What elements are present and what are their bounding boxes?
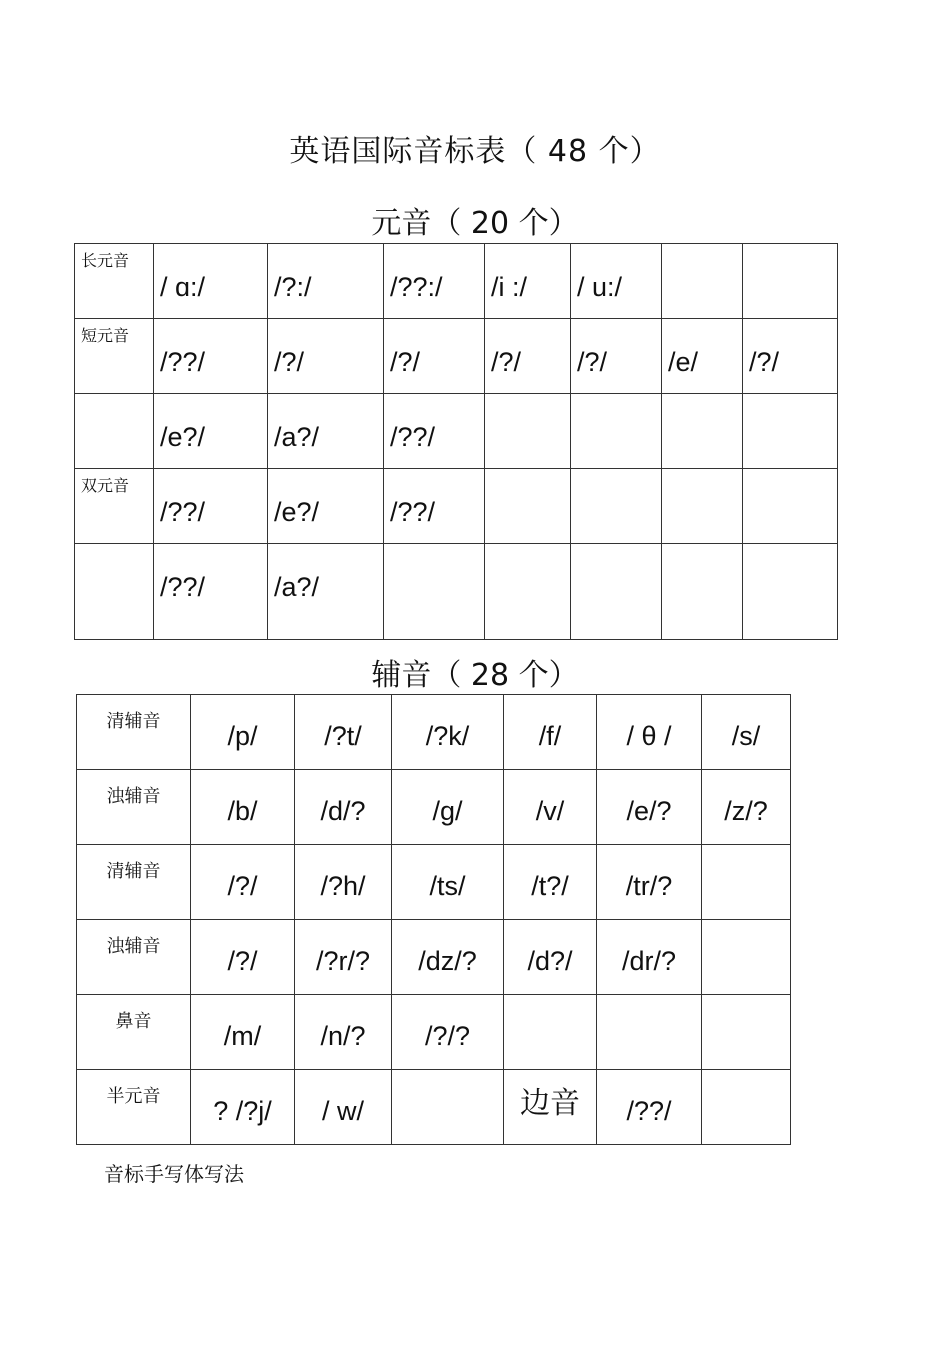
consonant-symbol: / θ / (626, 721, 672, 751)
vowel-cell (268, 319, 384, 394)
vowel-cell (268, 544, 384, 640)
consonant-symbol: /b/ (227, 796, 258, 826)
consonant-symbol: /t?/ (531, 871, 569, 901)
consonant-cell (191, 995, 295, 1070)
consonant-table (76, 694, 791, 1145)
vowel-cell (485, 469, 571, 544)
consonant-cell (392, 920, 504, 995)
vowel-symbol: /?/ (491, 347, 522, 377)
consonant-cell (295, 845, 392, 920)
consonant-cell (392, 695, 504, 770)
lateral-label: 边音 (520, 1086, 580, 1121)
consonant-cell (597, 995, 702, 1070)
vowel-cell (384, 244, 485, 319)
consonant-symbol: ? /?j/ (213, 1096, 272, 1126)
vowel-symbol: /??:/ (390, 272, 443, 302)
vowel-cell (743, 544, 838, 640)
vowel-cell (384, 544, 485, 640)
vowel-cell (662, 469, 743, 544)
consonant-symbol: /?t/ (324, 721, 362, 751)
consonant-category-label: 清辅音 (106, 861, 161, 882)
vowel-cell (571, 469, 662, 544)
vowel-symbol: /a?/ (274, 422, 320, 452)
consonant-cell (702, 845, 791, 920)
vowel-cell (154, 319, 268, 394)
vowel-symbol: /??/ (390, 497, 436, 527)
consonant-symbol: /m/ (223, 1021, 262, 1051)
vowel-cell (154, 544, 268, 640)
consonant-cell (597, 845, 702, 920)
vowel-category-label: 长元音 (81, 251, 130, 270)
consonant-symbol: /e/? (626, 796, 672, 826)
vowel-cell (154, 244, 268, 319)
vowel-row-label-cell (75, 244, 154, 319)
consonant-category-label: 半元音 (106, 1086, 161, 1107)
vowel-cell (571, 319, 662, 394)
vowel-symbol: /?/ (274, 347, 305, 377)
vowel-cell (743, 244, 838, 319)
consonant-row (77, 995, 791, 1070)
consonant-symbol: /?k/ (425, 721, 470, 751)
consonant-cell (392, 1070, 504, 1145)
consonant-row-label-cell (77, 770, 191, 845)
consonant-row-label-cell (77, 1070, 191, 1145)
consonant-row (77, 770, 791, 845)
consonant-cell (597, 1070, 702, 1145)
consonant-cell (191, 845, 295, 920)
consonant-symbol: /?/? (424, 1021, 471, 1051)
consonant-cell (504, 695, 597, 770)
consonant-cell (702, 695, 791, 770)
consonant-cell (191, 695, 295, 770)
vowel-cell (662, 244, 743, 319)
consonant-cell (504, 770, 597, 845)
vowel-symbol: /?:/ (274, 272, 312, 302)
consonant-symbol: /?r/? (315, 946, 371, 976)
vowel-symbol: /??/ (160, 497, 206, 527)
consonant-symbol: /s/ (731, 721, 761, 751)
vowel-cell (571, 544, 662, 640)
vowel-row-label-cell (75, 544, 154, 640)
consonant-cell (597, 920, 702, 995)
consonant-symbol: /dz/? (418, 946, 477, 976)
consonant-row-label-cell (77, 920, 191, 995)
consonant-cell (504, 845, 597, 920)
consonant-cell (597, 695, 702, 770)
vowel-table (74, 243, 838, 640)
consonant-category-label: 清辅音 (106, 711, 161, 732)
vowel-symbol: /??/ (390, 422, 436, 452)
vowel-cell (662, 544, 743, 640)
vowel-row (75, 394, 838, 469)
consonant-cell (191, 1070, 295, 1145)
vowel-cell (384, 319, 485, 394)
consonant-symbol: /n/? (320, 1021, 366, 1051)
consonant-cell (702, 995, 791, 1070)
consonant-row-label-cell (77, 695, 191, 770)
vowel-category-label: 双元音 (81, 476, 130, 495)
vowel-cell (743, 319, 838, 394)
vowel-symbol: /i :/ (491, 272, 528, 302)
consonant-row-label-cell (77, 995, 191, 1070)
vowel-row (75, 544, 838, 640)
vowel-cell (154, 469, 268, 544)
consonant-row-label-cell (77, 845, 191, 920)
consonant-cell (392, 845, 504, 920)
consonant-symbol: /?/ (227, 946, 258, 976)
vowel-cell (268, 469, 384, 544)
vowel-cell (384, 469, 485, 544)
consonant-cell (295, 995, 392, 1070)
vowel-row (75, 319, 838, 394)
vowel-row-label-cell (75, 394, 154, 469)
vowel-symbol: /??/ (160, 347, 206, 377)
consonant-symbol: /d/? (320, 796, 366, 826)
consonant-cell (191, 770, 295, 845)
consonant-cell (702, 770, 791, 845)
vowel-cell (662, 394, 743, 469)
consonant-cell (702, 1070, 791, 1145)
consonant-symbol: /dr/? (621, 946, 677, 976)
consonant-cell (392, 995, 504, 1070)
consonant-row (77, 1070, 791, 1145)
vowel-row (75, 244, 838, 319)
vowel-cell (571, 244, 662, 319)
consonant-row (77, 845, 791, 920)
consonant-symbol: /tr/? (625, 871, 673, 901)
vowel-category-label: 短元音 (81, 326, 130, 345)
vowel-cell (485, 244, 571, 319)
vowel-cell (743, 469, 838, 544)
handwriting-note: 音标手写体写法 (104, 1162, 244, 1186)
consonant-cell (504, 1070, 597, 1145)
consonant-symbol: /??/ (626, 1096, 672, 1126)
vowel-cell (485, 319, 571, 394)
consonant-category-label: 浊辅音 (106, 936, 161, 957)
consonant-symbol: /f/ (538, 721, 562, 751)
page-title: 英语国际音标表（ 48 个） (289, 134, 661, 169)
vowel-section-title: 元音（ 20 个） (371, 206, 579, 241)
vowel-cell (384, 394, 485, 469)
vowel-cell (743, 394, 838, 469)
consonant-symbol: / w/ (321, 1096, 364, 1126)
vowel-symbol: /?/ (577, 347, 608, 377)
consonant-category-label: 浊辅音 (106, 786, 161, 807)
vowel-row-label-cell (75, 469, 154, 544)
consonant-symbol: /ts/ (429, 871, 466, 901)
vowel-cell (485, 394, 571, 469)
consonant-cell (191, 920, 295, 995)
vowel-symbol: /a?/ (274, 572, 320, 602)
consonant-symbol: /p/ (227, 721, 258, 751)
consonant-cell (504, 920, 597, 995)
vowel-symbol: /?/ (390, 347, 421, 377)
consonant-symbol: /z/? (724, 796, 768, 826)
vowel-cell (268, 394, 384, 469)
consonant-cell (295, 1070, 392, 1145)
consonant-cell (702, 920, 791, 995)
consonant-symbol: /?/ (227, 871, 258, 901)
vowel-symbol: /e/ (668, 347, 699, 377)
vowel-cell (571, 394, 662, 469)
consonant-cell (504, 995, 597, 1070)
consonant-symbol: /v/ (535, 796, 565, 826)
consonant-cell (597, 770, 702, 845)
vowel-symbol: /e?/ (160, 422, 206, 452)
consonant-cell (295, 770, 392, 845)
consonant-cell (295, 695, 392, 770)
vowel-symbol: / u:/ (577, 272, 623, 302)
consonant-section-title: 辅音（ 28 个） (371, 658, 579, 693)
vowel-cell (662, 319, 743, 394)
vowel-cell (154, 394, 268, 469)
vowel-symbol: /e?/ (274, 497, 320, 527)
consonant-row (77, 920, 791, 995)
consonant-cell (392, 770, 504, 845)
vowel-symbol: / ɑ:/ (160, 272, 206, 302)
consonant-row (77, 695, 791, 770)
vowel-symbol: /?/ (749, 347, 780, 377)
consonant-symbol: /g/ (432, 796, 463, 826)
consonant-symbol: /d?/ (527, 946, 573, 976)
vowel-cell (268, 244, 384, 319)
vowel-row (75, 469, 838, 544)
consonant-cell (295, 920, 392, 995)
consonant-symbol: /?h/ (320, 871, 366, 901)
vowel-cell (485, 544, 571, 640)
vowel-symbol: /??/ (160, 572, 206, 602)
consonant-category-label: 鼻音 (115, 1011, 152, 1032)
vowel-row-label-cell (75, 319, 154, 394)
